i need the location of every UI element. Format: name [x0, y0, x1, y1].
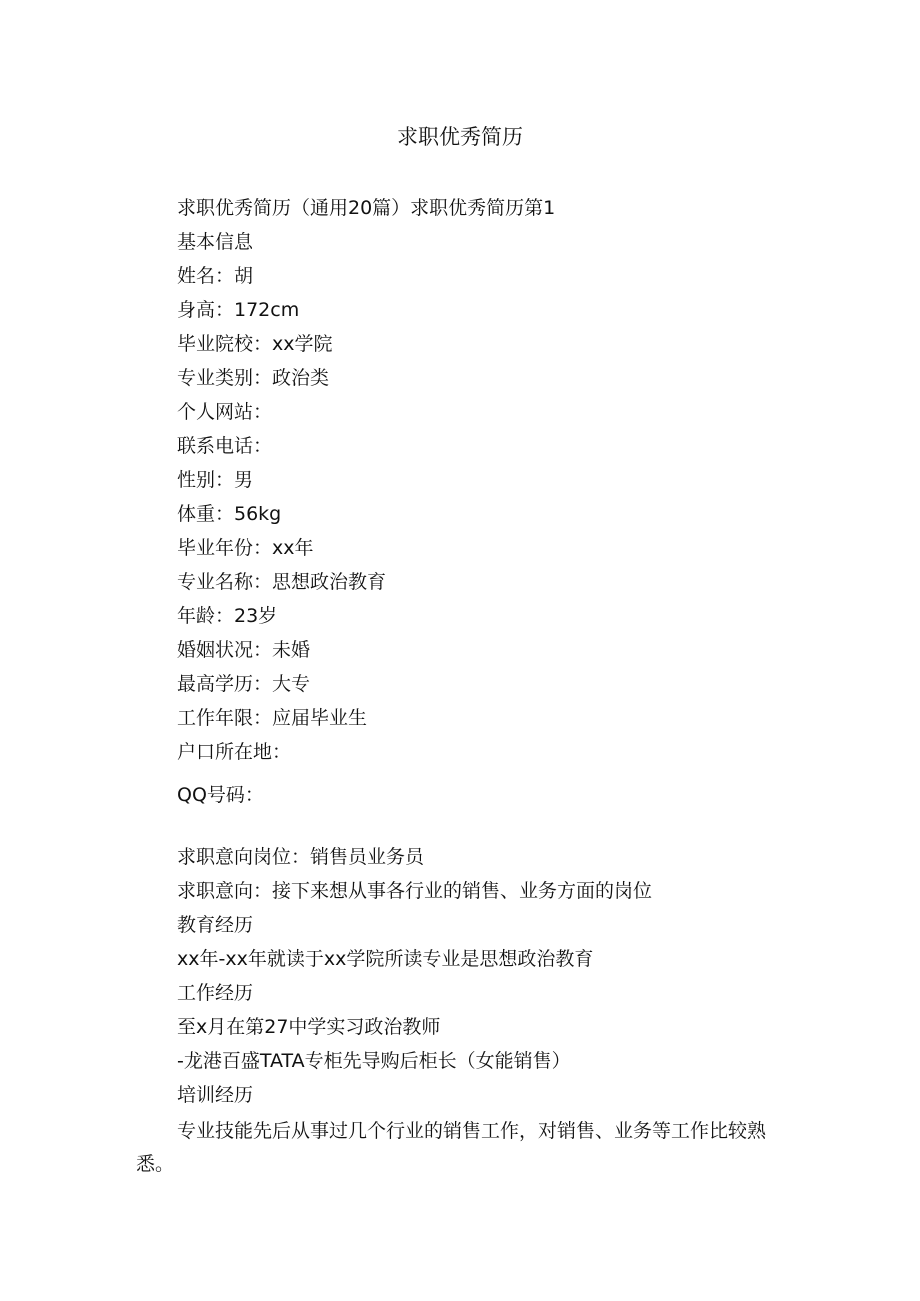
- education-entry: xx年-xx年就读于xx学院所读专业是思想政治教育: [177, 948, 594, 970]
- field-age: 年龄：23岁: [177, 605, 278, 627]
- section-heading-training: 培训经历: [177, 1084, 254, 1106]
- skills-paragraph: 专业技能先后从事过几个行业的销售工作，对销售、业务等工作比较熟悉。: [136, 1120, 767, 1175]
- work-entry-2: -龙港百盛TATA专柜先导购后柜长（女能销售）: [177, 1050, 571, 1072]
- field-name: 姓名：胡: [177, 265, 254, 287]
- document-subtitle: 求职优秀简历（通用20篇）求职优秀简历第1: [177, 197, 556, 219]
- field-phone: 联系电话：: [177, 435, 273, 457]
- field-major-category: 专业类别：政治类: [177, 367, 330, 389]
- field-school: 毕业院校：xx学院: [177, 333, 333, 355]
- field-job-intention: 求职意向：接下来想从事各行业的销售、业务方面的岗位: [177, 880, 653, 902]
- field-graduation-year: 毕业年份：xx年: [177, 537, 314, 559]
- field-weight: 体重：56kg: [177, 503, 282, 525]
- section-heading-work: 工作经历: [177, 982, 254, 1004]
- section-heading-education: 教育经历: [177, 914, 254, 936]
- field-website: 个人网站：: [177, 401, 273, 423]
- field-hukou: 户口所在地：: [177, 741, 292, 763]
- field-height: 身高：172cm: [177, 299, 300, 321]
- section-heading-basic-info: 基本信息: [177, 231, 254, 253]
- field-target-position: 求职意向岗位：销售员业务员: [177, 846, 425, 868]
- field-marital-status: 婚姻状况：未婚: [177, 639, 311, 661]
- field-gender: 性别：男: [177, 469, 254, 491]
- field-qq: QQ号码：: [177, 784, 264, 806]
- field-major-name: 专业名称：思想政治教育: [177, 571, 387, 593]
- field-education-level: 最高学历：大专: [177, 673, 311, 695]
- work-entry-1: 至x月在第27中学实习政治教师: [177, 1016, 441, 1038]
- document-title: 求职优秀简历: [397, 125, 523, 149]
- field-work-years: 工作年限：应届毕业生: [177, 707, 368, 729]
